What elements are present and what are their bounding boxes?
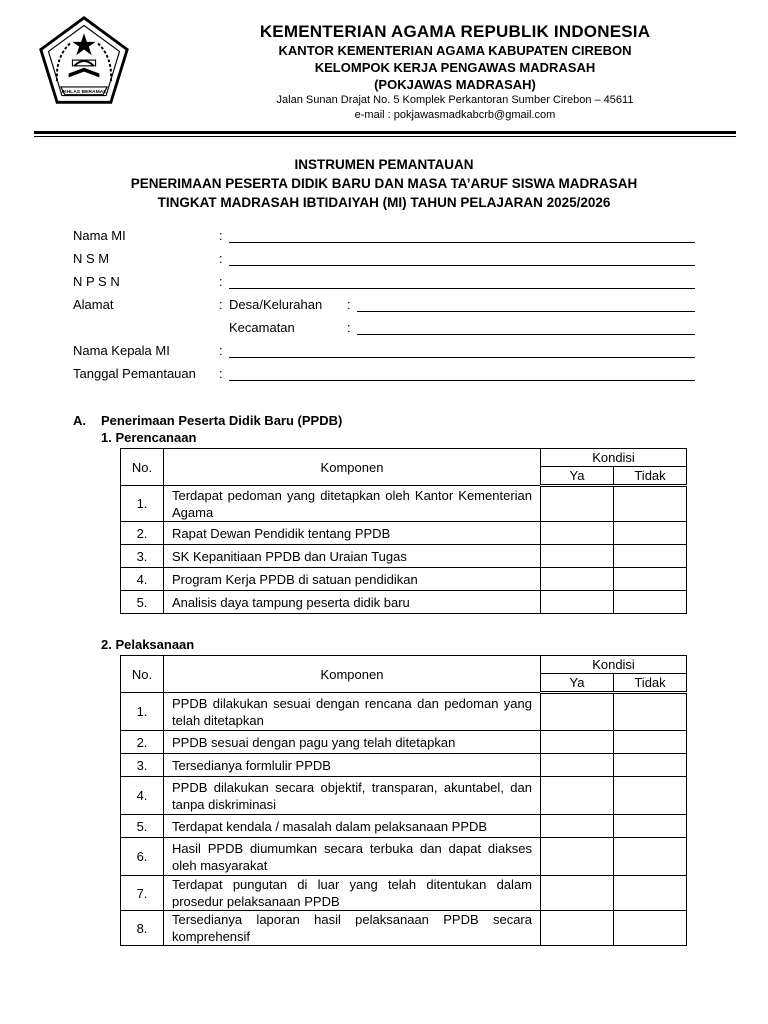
field-kecamatan <box>73 320 698 343</box>
tidak-checkbox-cell[interactable] <box>614 754 687 777</box>
title-line-1: INSTRUMEN PEMANTAUAN <box>294 157 474 172</box>
table-row <box>121 545 687 568</box>
table-row <box>121 568 687 591</box>
field-colon: : <box>219 274 223 289</box>
working-group-name: KELOMPOK KERJA PENGAWAS MADRASAH <box>314 60 596 75</box>
field-sublabel: Desa/Kelurahan <box>229 297 323 312</box>
document-title <box>60 155 708 212</box>
table-row <box>121 693 687 731</box>
field-npsn <box>73 274 698 297</box>
tidak-checkbox-cell[interactable] <box>614 568 687 591</box>
row-number: 8. <box>121 911 164 946</box>
row-number: 4. <box>121 777 164 815</box>
header-ya: Ya <box>541 467 614 486</box>
ya-checkbox-cell[interactable] <box>541 568 614 591</box>
table-row <box>121 876 687 911</box>
row-komponen: Tersedianya laporan hasil pelaksanaan PPDB secara komprehensif <box>164 911 541 946</box>
office-name: KANTOR KEMENTERIAN AGAMA KABUPATEN CIREBON <box>278 43 632 58</box>
field-nama-mi <box>73 228 698 251</box>
letterhead-rule-thick <box>34 131 736 134</box>
row-komponen: Terdapat pungutan di luar yang telah ditentukan dalam prosedur pelaksanaan PPDB <box>164 876 541 911</box>
ya-checkbox-cell[interactable] <box>541 522 614 545</box>
field-label: Nama Kepala MI <box>73 343 170 358</box>
table-row <box>121 486 687 522</box>
field-nsm <box>73 251 698 274</box>
letterhead <box>160 22 750 123</box>
tidak-checkbox-cell[interactable] <box>614 486 687 522</box>
header-no: No. <box>121 656 164 693</box>
table-row <box>121 838 687 876</box>
table-row <box>121 591 687 614</box>
field-tanggal <box>73 366 698 389</box>
ya-checkbox-cell[interactable] <box>541 693 614 731</box>
tidak-checkbox-cell[interactable] <box>614 693 687 731</box>
tidak-checkbox-cell[interactable] <box>614 545 687 568</box>
ya-checkbox-cell[interactable] <box>541 731 614 754</box>
header-ya: Ya <box>541 674 614 693</box>
letterhead-rule-thin <box>34 136 736 137</box>
row-komponen: Program Kerja PPDB di satuan pendidikan <box>164 568 541 591</box>
table-row <box>121 911 687 946</box>
pelaksanaan-table <box>120 655 687 946</box>
row-komponen: Terdapat pedoman yang ditetapkan oleh Kantor Kementerian Agama <box>164 486 541 522</box>
row-number: 4. <box>121 568 164 591</box>
header-tidak: Tidak <box>614 674 687 693</box>
row-number: 2. <box>121 522 164 545</box>
ya-checkbox-cell[interactable] <box>541 754 614 777</box>
tidak-checkbox-cell[interactable] <box>614 911 687 946</box>
working-group-abbrev: (POKJAWAS MADRASAH) <box>374 77 536 92</box>
nsm-blank[interactable] <box>229 265 695 266</box>
header-tidak: Tidak <box>614 467 687 486</box>
office-address: Jalan Sunan Drajat No. 5 Komplek Perkantoran Sumber Cirebon – 45611 <box>276 94 634 106</box>
title-line-2: PENERIMAAN PESERTA DIDIK BARU DAN MASA TA’ARUF SISWA MADRASAH <box>130 176 638 191</box>
tidak-checkbox-cell[interactable] <box>614 777 687 815</box>
row-komponen: Hasil PPDB diumumkan secara terbuka dan dapat diakses oleh masyarakat <box>164 838 541 876</box>
kemenag-logo-icon <box>36 14 132 110</box>
tidak-checkbox-cell[interactable] <box>614 731 687 754</box>
ya-checkbox-cell[interactable] <box>541 911 614 946</box>
section-a-heading <box>73 413 342 428</box>
field-colon: : <box>219 343 223 358</box>
ya-checkbox-cell[interactable] <box>541 815 614 838</box>
header-kondisi: Kondisi <box>541 449 687 467</box>
row-number: 5. <box>121 591 164 614</box>
field-sublabel: Kecamatan <box>229 320 295 335</box>
tidak-checkbox-cell[interactable] <box>614 876 687 911</box>
table-row <box>121 731 687 754</box>
tidak-checkbox-cell[interactable] <box>614 838 687 876</box>
ministry-name: KEMENTERIAN AGAMA REPUBLIK INDONESIA <box>259 22 651 41</box>
row-number: 3. <box>121 754 164 777</box>
field-label: Alamat <box>73 297 114 312</box>
header-kondisi: Kondisi <box>541 656 687 674</box>
field-colon: : <box>219 366 223 381</box>
tidak-checkbox-cell[interactable] <box>614 815 687 838</box>
row-number: 6. <box>121 838 164 876</box>
table-row <box>121 754 687 777</box>
identity-form <box>73 228 698 389</box>
section-number: A. <box>73 413 86 428</box>
row-komponen: PPDB dilakukan sesuai dengan rencana dan pedoman yang telah ditetapkan <box>164 693 541 731</box>
npsn-blank[interactable] <box>229 288 695 289</box>
tidak-checkbox-cell[interactable] <box>614 591 687 614</box>
subsection-perencanaan: 1. Perencanaan <box>101 430 197 445</box>
ya-checkbox-cell[interactable] <box>541 777 614 815</box>
desa-blank[interactable] <box>357 311 695 312</box>
row-komponen: Terdapat kendala / masalah dalam pelaksanaan PPDB <box>164 815 541 838</box>
field-label: N P S N <box>73 274 120 289</box>
row-number: 7. <box>121 876 164 911</box>
row-number: 1. <box>121 486 164 522</box>
row-komponen: Tersedianya formlulir PPDB <box>164 754 541 777</box>
subsection-pelaksanaan: 2. Pelaksanaan <box>101 637 195 652</box>
field-colon: : <box>347 297 351 312</box>
ya-checkbox-cell[interactable] <box>541 876 614 911</box>
field-colon: : <box>219 297 223 312</box>
tanggal-blank[interactable] <box>229 380 695 381</box>
table-row <box>121 815 687 838</box>
field-colon: : <box>347 320 351 335</box>
tidak-checkbox-cell[interactable] <box>614 522 687 545</box>
ya-checkbox-cell[interactable] <box>541 838 614 876</box>
field-label: N S M <box>73 251 110 266</box>
row-number: 3. <box>121 545 164 568</box>
field-label: Nama MI <box>73 228 126 243</box>
row-komponen: SK Kepanitiaan PPDB dan Uraian Tugas <box>164 545 541 568</box>
row-number: 1. <box>121 693 164 731</box>
header-komponen: Komponen <box>164 449 541 486</box>
row-number: 5. <box>121 815 164 838</box>
row-komponen: PPDB sesuai dengan pagu yang telah ditetapkan <box>164 731 541 754</box>
field-colon: : <box>219 228 223 243</box>
field-label: Tanggal Pemantauan <box>73 366 196 381</box>
office-email: e-mail : pokjawasmadkabcrb@gmail.com <box>354 109 556 121</box>
ya-checkbox-cell[interactable] <box>541 486 614 522</box>
nama-mi-blank[interactable] <box>229 242 695 243</box>
row-number: 2. <box>121 731 164 754</box>
section-title: Penerimaan Peserta Didik Baru (PPDB) <box>101 413 343 428</box>
ya-checkbox-cell[interactable] <box>541 545 614 568</box>
kepala-blank[interactable] <box>229 357 695 358</box>
field-colon: : <box>219 251 223 266</box>
kecamatan-blank[interactable] <box>357 334 695 335</box>
row-komponen: PPDB dilakukan secara objektif, transparan, akuntabel, dan tanpa diskriminasi <box>164 777 541 815</box>
ya-checkbox-cell[interactable] <box>541 591 614 614</box>
row-komponen: Analisis daya tampung peserta didik baru <box>164 591 541 614</box>
perencanaan-table <box>120 448 687 614</box>
logo-motto: IKHLAS BERAMAL <box>61 89 107 96</box>
field-kepala <box>73 343 698 366</box>
field-alamat-desa <box>73 297 698 320</box>
header-no: No. <box>121 449 164 486</box>
table-row <box>121 777 687 815</box>
row-komponen: Rapat Dewan Pendidik tentang PPDB <box>164 522 541 545</box>
table-row <box>121 522 687 545</box>
title-line-3: TINGKAT MADRASAH IBTIDAIYAH (MI) TAHUN PELAJARAN 2025/2026 <box>157 195 611 210</box>
header-komponen: Komponen <box>164 656 541 693</box>
